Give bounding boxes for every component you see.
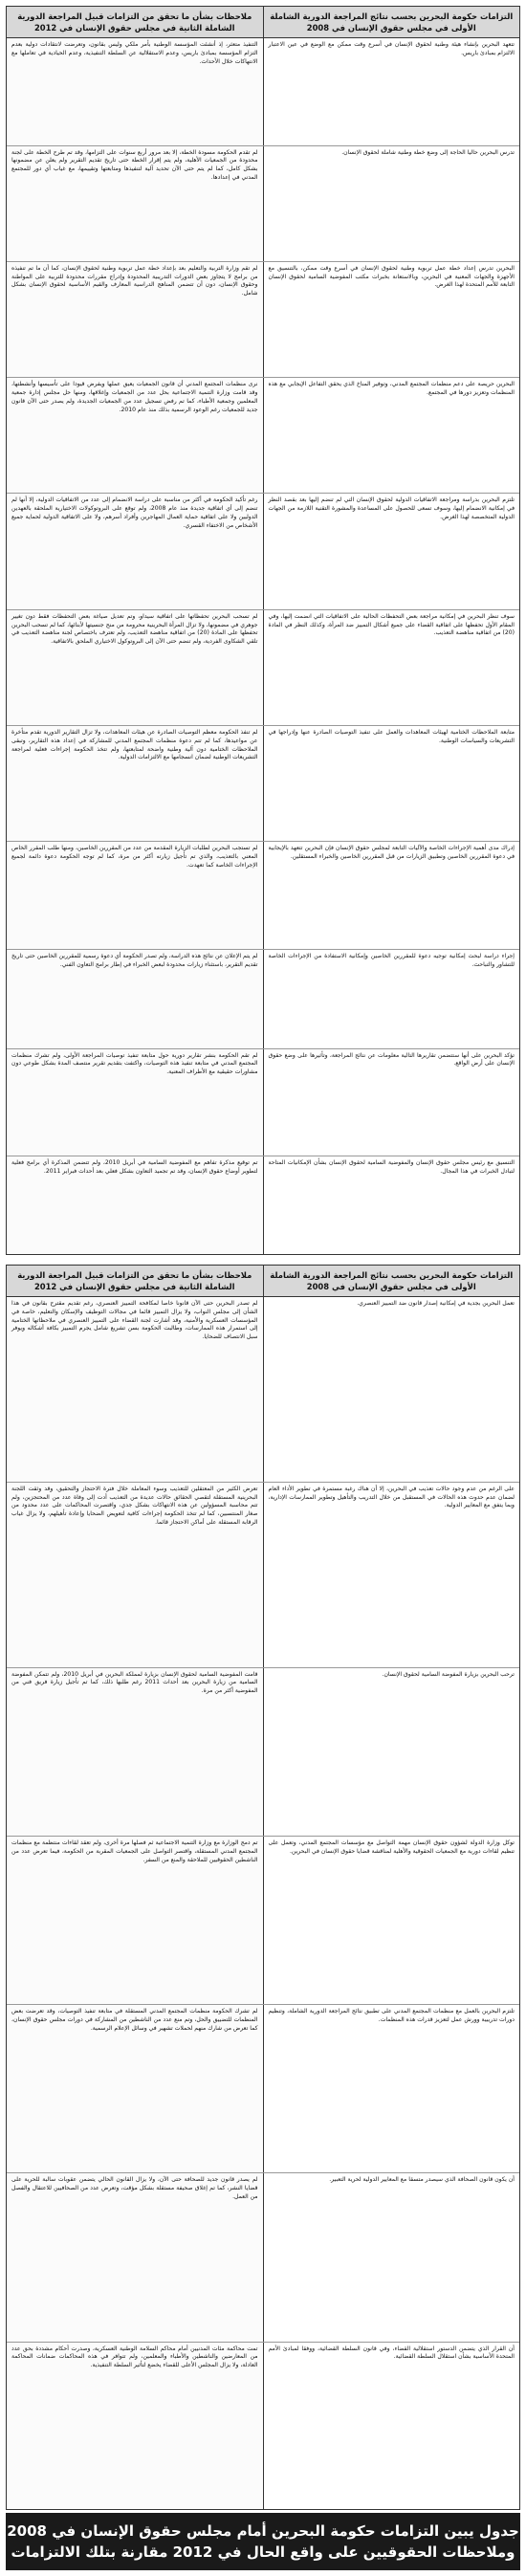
commitment-cell: تلتزم البحرين بالعمل مع منظمات المجتمع المدني على تطبيق نتائج المراجعة الدورية الشاملة، وتنظيم دورات تدريبية وورش عمل لتعزيز قدرات هذه المنظمات. [268,2008,515,2023]
table-row [7,146,519,262]
remark-cell: تم دمج الوزارة مع وزارة التنمية الاجتماعية ثم فصلها مرة أخرى، ولم تعقد لقاءات منتظمة مع منظمات المجتمع المدني المستقلة، واقتصر التواصل على الجمعيات المقربة من الحكومة، فيما تعرض عدد من الناشطين الحقوقيين للملاحقة والمنع من السفر. [7,1837,264,2004]
table-row [7,1483,519,1668]
remark-cell: لم يصدر قانون جديد للصحافة حتى الآن، ولا يزال القانون الحالي يتضمن عقوبات سالبة للحرية على قضايا النشر، كما تم إغلاق صحيفة مستقلة بشكل مؤقت، وتعرض عدد من الصحافيين للاعتقال والفصل من العمل. [7,2173,264,2341]
banner-title-line-1: جدول يبين التزامات حكومة البحرين أمام مجلس حقوق الإنسان في 2008 [7,2522,519,2540]
table-row [7,610,519,726]
commitment-cell: تؤكد البحرين على أنها ستتضمن تقاريرها التالية معلومات عن نتائج المراجعة، وتأثيرها على وضع حقوق الإنسان على أرض الواقع. [268,1051,515,1068]
commitment-cell: متابعة الملاحظات الختامية لهيئات المعاهدات والعمل على تنفيذ التوصيات الصادرة عنها وإدراجها في التشريعات والسياسات الوطنية. [268,729,515,744]
remark-cell: لم تسحب البحرين تحفظاتها على اتفاقية سيداو، وتم تعديل صياغة بعض التحفظات فقط دون تغيير جوهري في مضمونها، ولا تزال المرأة البحرينية محرومة من منح جنسيتها لأبنائها، كما لم تسحب البحرين تحفظها على المادة (20) من اتفاقية مناهضة التعذيب، ولم تعترف باختصاص لجنة مناهضة التعذيب في تلقي الشكاوى الفردية، ولم تنضم حتى الآن إلى البروتوكول الاختياري الملحق بالاتفاقية. [7,610,264,725]
commitments-table-2 [6,1265,520,2510]
table-row [7,2343,519,2509]
table-row [7,2005,519,2173]
title-banner [6,2513,520,2570]
header-commitments: التزامات حكومة البحرين بحسب نتائج المراجعة الدورية الشاملة الأولى في مجلس حقوق الإنسان في 2008 [270,11,514,33]
commitment-cell: إدراك مدى أهمية الإجراءات الخاصة والآليات التابعة لمجلس حقوق الإنسان فإن البحرين تتعهد بالإيجابية في دعوة المقررين الخاصين وتطبيق الزيارات من قبل المقررين الخاصين والخبراء المستقلين. [268,845,515,861]
commitment-cell: تلتزم البحرين بدراسة ومراجعة الاتفاقيات الدولية لحقوق الإنسان التي لم تنضم إليها بعد بقصد النظر في إمكانية الانضمام إليها، وسوف تسعى للحصول على المساعدة والمشورة التقنية اللازمة من الجهات الدولية المتخصصة لهذا الغرض. [268,496,515,521]
remark-cell: لم تقدم الحكومة مسودة الخطة، إلا بعد مرور أربع سنوات على التزامها، وقد تم طرح الخطة على لجنة محدودة من الجمعيات الأهلية، ولم يتم إقرار الخطة حتى تاريخ تقديم التقرير ولم يعلن عن مضمونها بشكل كامل، كما لم يتم حتى الآن تحديد آلية لتنفيذها ومتابعتها وتقييمها، مع غياب أي دور للمجتمع المدني في إعدادها. [7,146,264,261]
table-row [7,1668,519,1837]
commitment-cell: أن القرار الذي يتضمن الدستور استقلالية القضاء، وفي قانون السلطة القضائية، ووفقا لمبادئ الأمم المتحدة الأساسية بشأن استقلال السلطة القضائية. [268,2345,515,2361]
remark-cell: لم تصدر البحرين حتى الآن قانونا خاصا لمكافحة التمييز العنصري، رغم تقديم مقترح بقانون في هذا الشأن إلى مجلس النواب، ولا يزال التمييز قائما في مجالات التوظيف والإسكان والتعليم، خاصة في المؤسسات العسكرية والأمنية، وقد أشارت لجنة القضاء على التمييز العنصري في ملاحظاتها الختامية إلى استمرار هذه الممارسات، وطالبت الحكومة بسن تشريع شامل يجرم التمييز بكافة أشكاله ويوفر سبل الانتصاف للضحايا. [7,1297,264,1482]
table-row [7,950,519,1049]
remark-cell: لم تقم الحكومة بنشر تقارير دورية حول متابعة تنفيذ توصيات المراجعة الأولى، ولم تشرك منظمات المجتمع المدني في متابعة تنفيذ هذه التوصيات، واكتفت بتقديم تقرير منتصف المدة بشكل طوعي دون مشاورات حقيقية مع الأطراف المعنية. [7,1049,264,1156]
remark-cell: لم تنفذ الحكومة معظم التوصيات الصادرة عن هيئات المعاهدات، ولا تزال التقارير الدورية تقدم متأخرة عن مواعيدها، كما لم تتم دعوة منظمات المجتمع المدني للمشاركة في إعداد هذه التقارير، وتبقى الملاحظات الختامية دون آلية وطنية واضحة لمتابعتها، ولم تتخذ الحكومة إجراءات فعلية لمراجعة التشريعات الوطنية لضمان انسجامها مع الالتزامات الدولية. [7,726,264,841]
table-row [7,1156,519,1254]
header-remarks: ملاحظات بشأن ما تحقق من التزامات قبيل المراجعة الدورية الشاملة الثانية في مجلس حقوق الإنسان في 2012 [7,1266,264,1296]
table-row [7,262,519,378]
commitment-cell: تتعهد البحرين بإنشاء هيئة وطنية لحقوق الإنسان في أسرع وقت ممكن مع الوضع في عين الاعتبار الالتزام بمبادئ باريس. [268,41,515,56]
table-row [7,1297,519,1483]
table-row [7,726,519,842]
table-body [7,38,519,1254]
commitment-cell: البحرين تدرس إعداد خطة عمل تربوية وطنية لحقوق الإنسان في أسرع وقت ممكن، بالتنسيق مع الأجهزة والجهات المعنية في البحرين، وبالاستعانة بخبرات مكتب المفوضية السامية لحقوق الإنسان التابعة للأمم المتحدة لهذا الغرض. [268,264,515,289]
table-header [7,1266,519,1297]
remark-cell: تمت محاكمة مئات المدنيين أمام محاكم السلامة الوطنية العسكرية، وصدرت أحكام مشددة بحق عدد من المعارضين والناشطين والأطباء والمعلمين، ولم تتوافر في هذه المحاكمات ضمانات المحاكمة العادلة، ولا يزال المجلس الأعلى للقضاء يخضع لتأثير السلطة التنفيذية. [7,2343,264,2509]
commitment-cell: البحرين حريصة على دعم منظمات المجتمع المدني، وتوفير المناخ الذي يحقق التفاعل الإيجابي مع هذه المنظمات وتعزيز دورها في المجتمع. [268,381,515,396]
commitment-cell: تعمل البحرين بجدية في إمكانية إصدار قانون ضد التمييز العنصري. [357,1300,515,1307]
header-remarks: ملاحظات بشأن ما تحقق من التزامات قبيل المراجعة الدورية الشاملة الثانية في مجلس حقوق الإنسان في 2012 [7,7,264,37]
remark-cell: نرى منظمات المجتمع المدني أن قانون الجمعيات يعيق عملها ويفرض قيودا على تأسيسها وأنشطتها، وقد قامت وزارة التنمية الاجتماعية بحل عدد من الجمعيات وإغلاقها، ومنها حل مجلس إدارة جمعية المعلمين وجمعية الأطباء، كما تم رفض تسجيل عدد من الجمعيات الجديدة، ولم يصدر حتى الآن قانون جديد للجمعيات رغم الوعود الرسمية بذلك منذ عام 2010. [7,378,264,493]
remark-cell: لم تقم وزارة التربية والتعليم بعد بإعداد خطة عمل تربوية وطنية لحقوق الإنسان، كما أن ما تم تنفيذه من برامج لا يتجاوز بعض الدورات التدريبية المحدودة وإدراج مقررات محدودة للتربية على المواطنة وحقوق الإنسان، دون أن تتضمن المناهج الدراسية المعارف والقيم الأساسية لحقوق الإنسان بشكل شامل. [7,262,264,377]
table-body [7,1297,519,2509]
page-separator [0,1251,526,1261]
table-row [7,1049,519,1157]
table-row [7,38,519,146]
commitments-table-1 [6,6,520,1255]
table-header [7,7,519,38]
commitment-cell: سوف تنظر البحرين في إمكانية مراجعة بعض التحفظات الحالية على الاتفاقيات التي انضمت إليها، وفي المقام الأول تحفظها على اتفاقية القضاء على جميع أشكال التمييز ضد المرأة، وكذلك النظر في المادة (20) من اتفاقية مناهضة التعذيب. [268,612,515,637]
remark-cell: لم تستجب البحرين لطلبات الزيارة المقدمة من عدد من المقررين الخاصين، ومنها طلب المقرر الخاص المعني بالتعذيب، والذي تم تأجيل زيارته أكثر من مرة، كما لم توجه الحكومة دعوة دائمة لجميع الإجراءات الخاصة كما تعهدت. [7,842,264,949]
commitment-cell: إجراء دراسة لبحث إمكانية توجيه دعوة للمقررين الخاصين وإمكانية الاستفادة من الإجراءات الخاصة للتشاور والتباحث. [268,952,515,968]
remark-cell: لم تشرك الحكومة منظمات المجتمع المدني المستقلة في متابعة تنفيذ التوصيات، وقد تعرضت بعض المنظمات للتضييق والحل، وتم منع عدد من الناشطين من المشاركة في دورات مجلس حقوق الإنسان، كما تعرض من شارك منهم لحملات تشهير في وسائل الإعلام الرسمية. [7,2005,264,2172]
table-row [7,494,519,609]
table-row [7,1837,519,2005]
table-row [7,2173,519,2342]
remark-cell: التنفيذ متعثر، إذ أنشئت المؤسسة الوطنية بأمر ملكي وليس بقانون، وتعرضت لانتقادات دولية بعدم التزام المؤسسة بمبادئ باريس، وعدم الاستقلالية عن السلطة التنفيذية، وعدم الحيادية في تعاملها مع الانتهاكات خلال الأحداث. [7,38,264,145]
remark-cell: تعرض الكثير من المعتقلين للتعذيب وسوء المعاملة خلال فترة الاحتجاز والتحقيق، وقد وثقت اللجنة البحرينية المستقلة لتقصي الحقائق حالات عديدة من التعذيب أدت إلى وفاة عدد من المحتجزين، ولم تتم محاسبة المسؤولين عن هذه الانتهاكات بشكل جدي، واقتصرت المحاكمات على عدد محدود من صغار المنتسبين، كما لم تتخذ الحكومة إجراءات كافية لتعويض الضحايا وإعادة تأهيلهم، ولا يزال غياب الرقابة المستقلة على أماكن الاحتجاز قائما. [7,1483,264,1667]
commitment-cell: على الرغم من عدم وجود حالات تعذيب في البحرين، إلا أن هناك رغبة مستمرة في تطوير الأداء العام لضمان عدم حدوث هذه الحالات في المستقبل من خلال التدريب والتأهيل وتطوير الممارسات الإدارية، وبما يتفق مع المعايير الدولية. [268,1485,515,1509]
table-row [7,378,519,494]
commitment-cell: أن يكون قانون الصحافة الذي سيصدر متسقا مع المعايير الدولية لحرية التعبير. [329,2176,515,2184]
remark-cell: قامت المفوضية السامية لحقوق الإنسان بزيارة لمملكة البحرين في أبريل 2010، ولم تتمكن المفوضة السامية من زيارة البحرين بعد أحداث 2011 رغم طلبها ذلك، كما تم تأجيل زيارة فريق فني من المفوضية أكثر من مرة. [7,1668,264,1836]
banner-title-line-2: وملاحظات الحقوقيين على واقع الحال في 2012 مقارنة بتلك الالتزامات [11,2543,515,2561]
commitment-cell: تدرس البحرين حاليا الحاجة إلى وضع خطة وطنية شاملة لحقوق الإنسان. [341,148,515,156]
commitment-cell: ترحب البحرين بزيارة المفوضة السامية لحقوق الإنسان. [382,1670,515,1678]
commitment-cell: التنسيق مع رئيس مجلس حقوق الإنسان والمفوضية السامية لحقوق الإنسان بشأن الإمكانيات المتاحة لتبادل الخبرات في هذا المجال. [268,1159,515,1175]
header-commitments: التزامات حكومة البحرين بحسب نتائج المراجعة الدورية الشاملة الأولى في مجلس حقوق الإنسان في 2008 [270,1270,514,1291]
remark-cell: تم توقيع مذكرة تفاهم مع المفوضية السامية في أبريل 2010، ولم تتضمن المذكرة أي برامج فعلية لتطوير أوضاع حقوق الإنسان، وقد تم تجميد التعاون بشكل فعلي بعد أحداث فبراير 2011. [7,1156,264,1254]
remark-cell: لم يتم الإعلان عن نتائج هذه الدراسة، ولم تصدر الحكومة أي دعوة رسمية للمقررين الخاصين حتى تاريخ تقديم التقرير، باستثناء زيارات محدودة لبعض الخبراء في إطار برامج التعاون الفني. [7,950,264,1048]
table-row [7,842,519,950]
remark-cell: رغم تأكيد الحكومة في أكثر من مناسبة على دراسة الانضمام إلى عدد من الاتفاقيات الدولية، إلا أنها لم تنضم إلى أي اتفاقية جديدة منذ عام 2008، ولم توقع على البروتوكولات الاختيارية الملحقة بالعهدين الدوليين ولا على اتفاقية حماية العمال المهاجرين وأفراد أسرهم، ولا على الاتفاقية الدولية لحماية جميع الأشخاص من الاختفاء القسري. [7,494,264,608]
commitment-cell: توكل وزارة الدولة لشؤون حقوق الإنسان مهمة التواصل مع مؤسسات المجتمع المدني، وتعمل على تنظيم لقاءات دورية مع الجمعيات الحقوقية والأهلية لمناقشة قضايا حقوق الإنسان في البحرين. [268,1838,515,1855]
